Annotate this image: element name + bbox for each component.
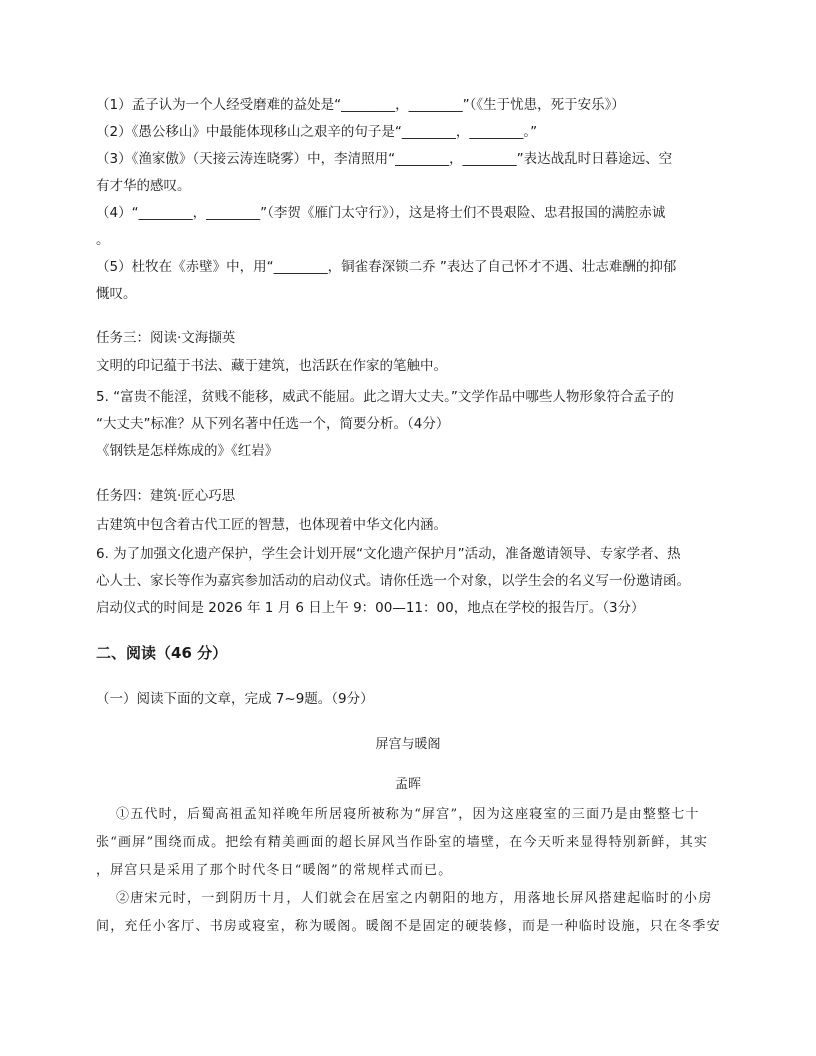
- question-line: 慨叹。: [96, 286, 137, 302]
- article-paragraph-line: ②唐宋元时，一到阴历十月，人们就会在居室之内朝阳的地方，用落地长屏风搭建起临时的小房: [116, 891, 713, 906]
- question-5-line2: “大丈夫”标准？从下列名著中任选一个，简要分析。（4分）: [96, 416, 450, 432]
- article-paragraph-line: ，屏宫只是采用了那个时代冬日“暖阁”的常规样式而已。: [96, 863, 453, 878]
- question-line: （2）《愚公移山》中最能体现移山之艰辛的句子是“________，________。”: [96, 124, 538, 140]
- article-paragraph-line: 张“画屏”围绕而成。把绘有精美画面的超长屏风当作卧室的墙壁，在今天听来显得特别新鲜，其实: [96, 835, 709, 850]
- task3-title: 任务三：阅读·文海撷英: [96, 330, 236, 346]
- article-paragraph-line: ①五代时，后蜀高祖孟知祥晚年所居寝所被称为“屏宫”，因为这座寝室的三面乃是由整整七十: [116, 807, 700, 822]
- question-line: （3）《渔家傲》（天接云涛连晓雾）中，李清照用“________，________”表达战乱时日暮途远、空: [96, 151, 673, 167]
- question-6-line3: 启动仪式的时间是 2026 年 1 月 6 日上午 9：00—11：00，地点在学校的报告厅。（3分）: [96, 600, 645, 616]
- question-6-line2: 心人士、家长等作为嘉宾参加活动的启动仪式。请你任选一个对象，以学生会的名义写一份邀请函。: [96, 573, 690, 589]
- article-author: 孟晖: [394, 777, 421, 792]
- question-line: （5）杜牧在《赤壁》中，用“________，铜雀春深锁二乔 ”表达了自己怀才不遇、壮志难酬的抑郁: [96, 259, 677, 275]
- question-line: 有才华的感叹。: [96, 178, 191, 194]
- task4-title: 任务四：建筑·匠心巧思: [96, 488, 236, 504]
- article-title: 屏宫与暖阁: [375, 737, 441, 752]
- article-paragraph-line: 间，充任小客厅、书房或寝室，称为暖阁。暖阁不是固定的硬装修，而是一种临时设施，只在冬季安: [96, 919, 721, 934]
- question-5-line1: 5. “富贵不能淫，贫贱不能移，威武不能屈。此之谓大丈夫。”文学作品中哪些人物形象符合孟子的: [96, 389, 674, 405]
- task3-intro: 文明的印记蕴于书法、藏于建筑，也活跃在作家的笔触中。: [96, 358, 447, 374]
- task4-intro: 古建筑中包含着古代工匠的智慧，也体现着中华文化内涵。: [96, 517, 447, 533]
- question-6-line1: 6. 为了加强文化遗产保护，学生会计划开展“文化遗产保护月”活动，准备邀请领导、专家学者、热: [96, 546, 681, 562]
- question-line: （1）孟子认为一个人经受磨难的益处是“________，________”（《生于忧患，死于安乐》）: [96, 97, 625, 113]
- question-line: 。: [96, 232, 110, 248]
- question-line: （4）“________，________”（李贺《雁门太守行》），这是将士们不畏艰险、忠君报国的满腔赤诚: [96, 205, 666, 221]
- section-heading: 二、阅读（46 分）: [96, 644, 228, 662]
- section-subheading: （一）阅读下面的文章，完成 7~9题。（9分）: [96, 691, 374, 707]
- book-list: 《钢铁是怎样炼成的》《红岩》: [96, 443, 279, 459]
